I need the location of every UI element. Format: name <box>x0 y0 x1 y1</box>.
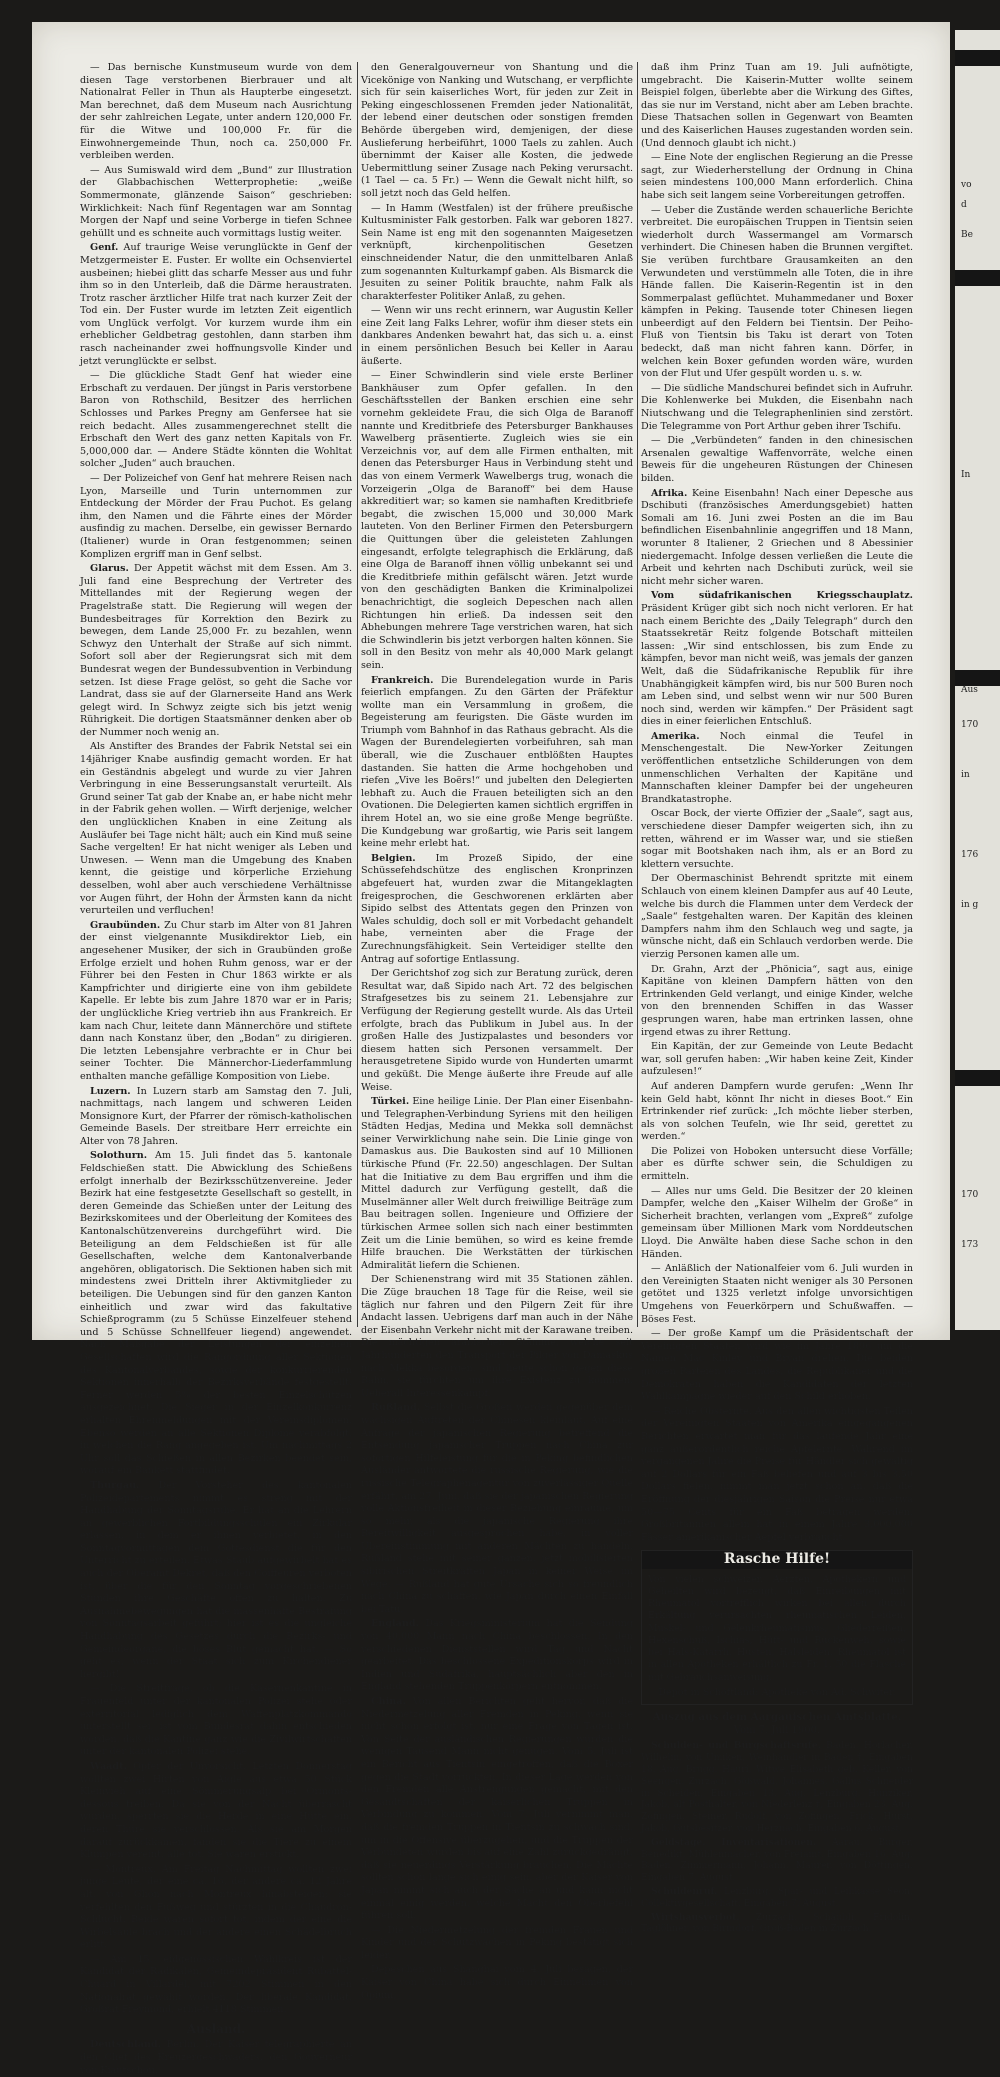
adjacent-page-edge <box>955 30 1000 1330</box>
adjacent-page-fragment: in <box>961 770 970 780</box>
article-text: — Ueber die Zustände werden schauerliche Berichte verbreitet. Die europäischen Truppen in Tientsin seien wiederholt durch Wassermangel am Vormarsch verhindert. Die Chinesen haben die Brunnen vergiftet. Sie verüben furchtbare Grausamkeiten an den Verwundeten und verstümmeln alle Toten, die in ihre Hände fallen. Die Kaiserin-Regentin ist in den Sommerpalast geflüchtet. Muhammedaner und Boxer kämpfen in Peking. Tausende toter Chinesen liegen unbeerdigt auf den Feldern bei Tientsin. Der Peiho-Fluß von Tientsin bis Taku ist derart von Toten bedeckt, daß man nicht fahren kann. Dörfer, in welchen kein Boxer gefunden worden wäre, wurden von der Flut und Ufer gespült worden u. s. w. <box>641 204 913 380</box>
article-paragraph <box>361 305 633 368</box>
text-column-3 <box>641 62 914 1935</box>
article-text: den Generalgouverneur von Shantung und die Vicekönige von Nanking und Wutschang, er verpflichte sich für sein kaiserliches Wort, für jeden zur Zeit in Peking eingeschlossenen Fremden jeder Nationalität, der lebend einer deutschen oder sonstigen fremden Behörde übergeben wird, demjenigen, der diese Auslieferung herbeiführt, 1000 Taels zu zahlen. Auch übernimmt der Kaiser alle Kosten, die jedwede Uebermittlung seiner Zusage nach Peking verursacht. (1 Tael — ca. 5 Fr.) — Wenn die Gewalt nicht hilft, so soll jetzt noch das Geld helfen. <box>361 62 633 199</box>
article-paragraph <box>641 62 913 150</box>
article-text: Opfer der Unvorsicht. Letzten Donnerstag wollten zwei Hirten von Aigle aus etwa 50 Stück Kleinvieh auf eine Sömmerungsalp bei Ormonts-dessous treiben. Da sie von der Nacht überrascht wurden, sperrten sie die Herde in eine Hütte ein, deren Thüre sie verschlossen. Als sie am Morgen darauf zurückkamen, fanden sie die Tiere zu einem Klumpen vereint, alle tot. Sie waren erstickt. <box>80 1760 352 1861</box>
article-lead: Luzern. <box>90 1085 131 1097</box>
article-lead: Graubünden. <box>90 919 161 931</box>
article-lead: Waadt. <box>90 1760 127 1772</box>
newspaper-page <box>32 22 950 2076</box>
article-paragraph <box>641 1146 913 1184</box>
article-lead: Belgien. <box>371 852 416 864</box>
article-text: Von allen Berichten geht hervor, daß die Niedermetzelung aller Fremden in Peking, wenn sie nicht schon erfolgt ist, nur eine Frage von Tagen ist. Von Seite der ausländischen Regierungen würden die wenigen Tausend Mann nicht genügen. Vom 5. Juli ist ein Bericht aus Tientsin eingetroffen, daß die Boxer gegen die Stadt vorrückten. In dieser Lage werden von den Fremden alle Anstrengungen gemacht, mit den Gesandtschaften der kaiserlichen Truppen in Verbindung zu kommen. Vom 7. Juli vernimmt man, daß die fremden Truppen in Tientsin zu schwach sind, um in die Offensive überzugehen, und die Truppen der Verbündeten wurden bis auf eine Zahl zurückgedrängt, daß sie neuerdings Verstärkung brauchen. Die Mächte sollten schon lange sich einig sein, aber der Kaiser von Japan nimmt sich auch der Sache an und kann nicht einmal einig werden, welche Macht den Oberbefehl führen soll. <box>361 1696 633 1922</box>
article-paragraph <box>80 1864 352 1952</box>
article-paragraph <box>361 203 633 304</box>
column-rule <box>637 62 638 1327</box>
article-paragraph <box>361 1925 633 1963</box>
article-paragraph <box>641 808 913 871</box>
article-paragraph <box>641 590 913 729</box>
article-paragraph <box>641 1406 913 1545</box>
article-paragraph <box>641 873 913 961</box>
text-column-1 <box>80 62 353 2076</box>
article-text: — Die Niedermetzelung der fremden Frauen und Kinder und der Schutzwachen in Peking bestätigt sich leider. <box>361 1924 633 1961</box>
article-paragraph <box>641 435 913 485</box>
text-column-2 <box>361 62 634 2001</box>
article-lead: Vom südafrikanischen Kriegsschauplatz. <box>651 590 913 602</box>
adjacent-black-bar <box>955 1070 1000 1086</box>
column-rule <box>357 62 358 1327</box>
article-paragraph <box>80 1761 352 1862</box>
amtsblatt-entry-lead: Schulden- und Bürgschaftsrufe. <box>651 1740 821 1752</box>
article-text: Noch einmal die Teufel in Menschengestalt. Die New-Yorker Zeitungen veröffentlichen entsetzliche Schilderungen von dem unmenschlichen Verhalten der Kapitäne und Mannschaften kleiner Dampfer bei der ungeheuren Brandkatastrophe. <box>641 730 913 805</box>
article-paragraph <box>80 741 352 917</box>
article-lead: Afrika. <box>651 487 688 499</box>
article-lead: Frankreich. <box>371 674 434 686</box>
article-paragraph <box>641 1328 913 1404</box>
article-text: Der Vorsteher des kantonalen Polizeidepartements nimmt es streng mit der Handhabung der Sonntagsruhe. Er hat an die Lehrern an gewerblichen Fortbildungsschulen ein Zirkular erlassen, in dem er ihnen verbietet, in den Sonntagvormittagen dem Gottesdienst die für den Unterricht zu erteilen. Etwas Staub aufgewirbelt hat es auch der Oberamt Dekret, daß den Coiffeuren verboten ist, über die für den Sonntag vorgeschriebenen Stunden ihre Geschäfte offen zu halten. Zu Ausnahmebewegungen hat die massenhafte Bestrafung von Sonntagsarbeit geführt; hier ist es die ungleiche Handhabung des Gesetzes durch die Bezirks- und Gemeindeorgane, die böses Blut gemacht hat. — So geht es, wenn der Staat sich zum Kirchendiener hergibt! <box>80 1479 352 1680</box>
article-lead: England. <box>371 1618 419 1630</box>
amtsblatt-entry <box>641 1740 913 1834</box>
article-paragraph <box>80 563 352 739</box>
article-lead: Rußland. <box>371 1402 421 1414</box>
article-lead: Glarus. <box>90 563 129 575</box>
adjacent-page-fragment: Be <box>961 230 973 240</box>
ad-headline: Rasche Hilfe! <box>642 1551 912 1569</box>
adjacent-black-bar <box>955 50 1000 66</box>
article-paragraph <box>80 1086 352 1149</box>
article-text: Ein Kapitän, der zur Gemeinde von Leute Bedacht war, soll gerufen haben: „Wir haben keine Zeit, Kinder aufzulesen!“ <box>641 1041 913 1078</box>
article-paragraph <box>361 1096 633 1272</box>
article-paragraph <box>641 1186 913 1262</box>
article-text: Eine heilige Linie. Der Plan einer Eisenbahn- und Telegraphen-Verbindung Syriens mit den heiligen Städten Hedjas, Medina und Mekka soll demnächst seiner Verwirklichung nahe sein. Die Linie ginge von Damaskus aus. Die Baukosten sind auf 10 Millionen türkische Pfund (Fr. 22.50) angeschlagen. Der Sultan hat die Initiative zu dem Bau ergriffen und ihm die Mittel dadurch zur Verfügung gestellt, daß die Muselmänner aller Welt durch freiwillige Beiträge zum Bau beitragen sollen. Ingenieure und Offiziere der türkischen Armee sollen sich nach einer bestimmten Zeit um die Linie bemühen, so wird es keine fremde Hilfe brauchen. Die Werkstätten der türkischen Admiralität liefern die Schienen. <box>361 1096 633 1271</box>
article-text: Keine Eisenbahn! Nach einer Depesche aus Dschibuti (französisches Amerdungsgebiet) hatten Somali am 16. Juni zwei Posten an die im Bau befindlichen Eisenbahnlinie angegriffen und 18 Mann, worunter 8 Italiener, 2 Griechen und 8 Abessinier niedergemacht. Infolge dessen verließen die Leute die Arbeit und kehrten nach Dschibuti zurück, weil sie nicht mehr sicher waren. <box>641 487 914 587</box>
adjacent-page-fragment: d <box>961 200 967 210</box>
article-text: — Die glückliche Stadt Genf hat wieder eine Erbschaft zu verdauen. Der jüngst in Paris verstorbene Baron von Rothschild, Besitzer des herrlichen Schlosses und Parkes Pregny am Genfersee hat sie reich bedacht. Alles zusammengerechnet stellt die Erbschaft den Wert des ganz netten Kapitals von Fr. 5,000,000 dar. — Andere Städte könnten die Wohltat solcher „Juden“ auch brauchen. <box>80 370 352 470</box>
amtsblatt-entry <box>641 1886 913 1910</box>
article-lead: China. <box>371 1696 406 1707</box>
article-text: Depeschen aus Shanghai vom 4. Juli besagen, der Kaiser von China habe sich durch Einnehmen von Opium, <box>361 1964 633 2001</box>
adjacent-page-fragment: 176 <box>961 850 979 860</box>
amtsblatt-entry-lead: Geldstage. Inventarisationen. <box>651 1836 817 1848</box>
article-lead: Türkei. <box>371 1096 410 1108</box>
article-text: Der Gerichtshof zog sich zur Beratung zurück, deren Resultat war, daß Sipido nach Art. 72 des belgischen Strafgesetzes bis zu seinem 21. Lebensjahre zur Verfügung der Regierung gestellt wurde. Als das Urteil erfolgte, brach das Publikum in Jubel aus. In der großen Halle des Justizpalastes und besonders vor diesem hatten sich Personen versammelt. Der herausgetretene Sipido wurde von Hunderten umarmt und geküßt. Die Menge äußerte ihre Freude auf alle Weise. <box>361 968 633 1093</box>
article-text: Berlin. Der Kaiser telegraphierte an den Chef des Kreuzergeschwaders, den Gouverneur von Kiautschou, <box>80 2039 352 2076</box>
article-paragraph <box>641 964 913 1040</box>
article-text: — Montreux. Am Freitag Nachmittag wollten zwei junge Leute, der eine ca. 16, der andere ca. 12 Jahre alt, von Glion nach Montreux hinabsteigen; sie verfehlten den Fußweg und stürzten in die Chaudron-Schlucht. Beide waren sofort tot, indem der eine die Wirbelsäule brach und der andere einen Schädelbruch erlitt. <box>80 1863 352 1951</box>
article-text: — Die Streitfrage, ob die Kasernenkantine in Frauenfeld unter der kantonalen Polizei stehe oder exterritorial lediglich dem Waffenplatzkommando unterstellt sei, ist vom Bundesrat dahin entschieden worden, daß die Kantine ganz wie die Zivilwirtschaften unter der kantonalen Polizei stehe. <box>80 1683 352 1758</box>
article-text: daß ihm Prinz Tuan am 19. Juli aufnötigte, umgebracht. Die Kaiserin-Mutter wollte seinem Beispiel folgen, überlebte aber die Wirkung des Giftes, das sie nur im Verstand, nicht aber am Leben brachte. Diese Thatsachen sollen in Gegenwart von Beamten und des Kaiserlichen Hauses zugestanden worden sein. (Und dennoch glaubt ich nicht.) <box>641 62 913 149</box>
article-paragraph <box>641 383 913 433</box>
article-text: — Alles nur ums Geld. Die Besitzer der 20 kleinen Dampfer, welche den „Kaiser Wilhelm der Große“ in Sicherheit brachten, verlangen vom „Expreß“ zufolge gemeinsam über Millionen Mark vom Norddeutschen Lloyd. Die Anwälte haben diese Sache schon in den Händen. <box>641 1185 913 1260</box>
article-text: Auf anderen Dampfern wurde gerufen: „Wenn Ihr kein Geld habt, könnt Ihr nicht in dieses Boot.“ Ein Ertrinkender rief zurück: „Ich möchte lieber sterben, als von solchen Teufeln, wie Ihr seid, gerettet zu werden.“ <box>641 1080 913 1143</box>
article-text: — Anläßlich der Nationalfeier vom 6. Juli wurden in den Vereinigten Staaten nicht weniger als 30 Personen getötet und 1325 verletzt infolge unvorsichtigen Umgehens von Feuerkörpern und Schußwaffen. — Böses Fest. <box>641 1263 913 1325</box>
article-paragraph <box>641 205 913 381</box>
article-text: — Der Polizeichef von Genf hat mehrere Reisen nach Lyon, Marseille und Turin unternommen zur Entdeckung der Mörder der Frau Puchot. Es gelang ihm, den Namen und die Fährte eines der Mörder ausfindig zu machen. Derselbe, ein gewisser Bernardo (Italiener) wurde in Oran festgenommen; seinen Komplizen ergriff man in Genf selbst. <box>80 473 352 560</box>
article-paragraph <box>80 370 352 471</box>
article-lead: Solothurn. <box>90 1150 148 1162</box>
article-text: — Eine Note der englischen Regierung an die Presse sagt, zur Wiederherstellung der Ordnung in China seien mindestens 100,000 Mann erforderlich. China habe sich seit langem seine Vorbereitungen getroffen. <box>641 152 913 201</box>
article-text: Der Schienenstrang wird mit 35 Stationen zählen. Die Züge brauchen 18 Tage für die Reise, weil sie täglich nur fahren und den Pilgern Zeit für ihre Andacht lassen. Uebrigens darf man auch in der Nähe der Eisenbahn Verkehr nicht mit der Karawane treiben. Die mächtigen arabischen Stämme, welche seit Jahrhunderten den Transport der Pilger von Damaskus nach Mekka besorgen, sind heute schon gegen diese Bahn, sie fürchten um ihre Existenz zu kommen. Ueberall Interessenkampf. <box>361 1274 633 1399</box>
article-paragraph <box>80 1954 352 2017</box>
article-paragraph <box>80 473 352 561</box>
article-paragraph <box>641 1081 913 1144</box>
amtsblatt-entry-text: Lenzburg. Spar- und Leihkasse Seon, Collektivgesellschaft. Eingaben 7. August. <box>641 1886 913 1909</box>
article-paragraph <box>361 1618 633 1694</box>
article-text: — Der große Kampf um die Präsidentschaft der Vereinigten Staaten wird wie im Jahre 1896 um die Namen Mac Kinley und Bryan drehen. Die beiden großen Parteien des Landes, die Republikaner und die Demokraten haben die Kandidaten der letzten Wahlkampagne wieder auf den Schild erhoben. <box>641 1328 913 1403</box>
amtsblatt-date: Vom 7. Juli 1900. <box>733 1724 821 1736</box>
article-text: Im Prozeß Sipido, der eine Schüssefehdschütze des englischen Kronprinzen abgefeuert hat, wurden zwar die Mitangeklagten freigesprochen, die Geschworenen erklärten aber Sipido selbst des Attentats gegen den Prinzen von Wales schuldig, doch soll er mit Vorbedacht gehandelt habe, verneinten aber die Frage der Zurechnungsfähigkeit. Sein Verteidiger stellte den Antrag auf sofortige Entlassung. <box>361 852 633 965</box>
adjacent-page-fragment: 170 <box>961 720 979 730</box>
ad-body: Von vielen schweizer. Aerzten, Apothekern und Geheilten wird bezeugt, daß Einreibungen mit Rheumatol vortrefflich wirken bei allen durch Erkältung verursachten rheumatischen Leiden, Muskel- und Gelenkrheumatismus, Gliederreißen, Hexenschuß, Ischias, Hüft- und Rückenweh, sowie bei Hals-Katarrh, Husten, Halsleiden. Rheumatol ist in allen Apotheken erhältlich zu Fr. 1. 50 die Flasche mit Gebrauchsanweisung. <box>648 1573 906 1683</box>
amtsblatt-title: Auszug aus dem Aargauischen Amtsblatte. <box>652 1711 902 1724</box>
article-text: — In Hamm (Westfalen) ist der frühere preußische Kultusminister Falk gestorben. Falk war geboren 1827. Sein Name ist eng mit den sogenannten Maigesetzen verknüpft, kirchenpolitischen Gesetzen einschneidender Natur, die den unmittelbaren Anlaß zum sogenannten Kulturkampf gaben. Als Bismarck die Jesuiten zu seiner Politik brauchte, nahm Falk als charakterfester Politiker Anlaß, zu gehen. <box>361 202 633 302</box>
article-paragraph <box>80 1480 352 1682</box>
article-text: — Die „Verbündeten“ fanden in den chinesischen Arsenalen gewaltige Waffenvorräte, welche einen Beweis für die ungeheuren Rüstungen der Chinesen bilden. <box>641 435 913 484</box>
article-paragraph <box>361 62 633 201</box>
amtsblatt-entry-text: Baden. Horlacher, Wilhelm, von Umiken, Weinhändler in Baden †, Eingaben 18. Aug. Brugg. Hauri, Witwe Elisabeth geb. Keller, von Seengen. Zurzach. Gößwald, Johannes, Gallus Schneider in Scheiden, Eingaben 13. Aug. Lenzburg. Hunziker, Jakob, alt Posthalter, von Niederlenz †, Eingaben 23. Aug. Zofingen. Steiner, Rudolf, von Zofingen. Frick. Hurst, Jakob, Gutsbesitzer, von Herznach, Eingaben 6. August. <box>641 1740 913 1835</box>
article-paragraph <box>80 62 352 163</box>
article-paragraph <box>361 968 633 1094</box>
amtsblatt-entry-lead: Schuldenruf. <box>651 1886 718 1898</box>
article-text: Dr. Grahn, Arzt der „Phönicia“, sagt aus, einige Kapitäne von kleinen Dampfern hätten von den Ertrinkenden Geld verlangt, und einige Kinder, welche von den brennenden Schiffen in das Wasser gesprungen waren, habe man ertrinken lassen, ohne irgend etwas zu ihrer Rettung. <box>641 963 913 1038</box>
adjacent-page-fragment: 170 <box>961 1190 979 1200</box>
amtsblatt-entry-lead: Wirtshausverbot. <box>651 1911 740 1923</box>
section-heading: Ausland. <box>186 2021 246 2036</box>
adjacent-page-fragment: Aus <box>961 685 978 695</box>
article-text: Das Kriegsministerium hat die Sendung von 40,000 Mann nach China beschlossen. In den verschiedenen Dienststellen wird Tag und Nacht gearbeitet. Das beschlossene Expeditionskorps wird in Indien und Südafrika, hauptsächlich aber den in England stehenden Truppenkörpern entnommen. <box>361 1618 633 1693</box>
article-paragraph <box>361 853 633 966</box>
article-paragraph <box>361 1964 633 2002</box>
article-text: Selbst die Großen werden gegenüber dem wachsigen Auftreten der Chinesen kleinlaut. Auf eine Anfrage der japanischen Regierung betreffend die Entsendung japanischer Truppen nach China zur sofortigen Hilfeleistung für die in Peking befindlichen Ausländer antwortete die russische Regierung, wie die russische Telegraphenagentur von zuverlässiger Quelle erfährt, am 27. Juni, daß sie der japanischen Regierung volle Aktionsfreiheit in dieser Beziehung einräume, um so mehr, als die japanische Regierung ihre Bereitwilligkeit ausgesprochen habe, in voller Übereinstimmung mit anderen Mächten zu handeln. Rußland stehe mit seiner ganzen, jetzt mobilisierten sibirischen Streitkräften Japan in keiner Weise im Wege. — Rußland hat gute Ursache sich so freundlich nach China zu schaffen, wie Japan durch einen Einfall bei Tatu. <box>361 1402 634 1615</box>
adjacent-black-bar <box>955 670 1000 686</box>
amtsblatt-entry-text: Zurzach. Schäubli, Fridolin, Taglöhner, von Birmdorf. Groß-Baden in Zurzach. <box>641 1911 913 1935</box>
article-text: Zu Chur starb im Alter von 81 Jahren der einst vielgenannte Musikdirektor Lieb, ein angesehener Musiker, der sich in Graubünden große Erfolge erzielt und hohen Ruhm genoss, war er der Führer bei den Festen in Chur 1863 wirkte er als Kampfrichter und dirigierte eine von ihm gebildete Kapelle. Er lebte bis zum Jahre 1870 war er in Paris; der unglückliche Krieg vertrieb ihn aus Frankreich. Er kam nach Chur, leitete dann Männerchöre und stiftete dann nach Konstanz über, den „Bodan“ zu dirigieren. Die letzten Lebensjahre verbrachte er in Chur bei seiner Tochter. Die Männerchor-Liederfammlung enthalten manche gefällige Komposition von Liebe. <box>80 919 352 1082</box>
article-text: Die Polizei von Hoboken untersucht diese Vorfälle; aber es dürfte schwer sein, die Schuldigen zu ermitteln. <box>641 1145 913 1183</box>
article-text: Oscar Bock, der vierte Offizier der „Saale“, sagt aus, verschiedene dieser Dampfer weigerten sich, ihn zu retten, während er im Wasser war, und sie stießen sogar mit Bootshaken nach ihm, als er an Bord zu klettern versuchte. <box>641 808 913 870</box>
article-lead: Amerika. <box>651 730 700 742</box>
adjacent-black-bar <box>955 270 1000 286</box>
article-paragraph <box>80 1683 352 1759</box>
article-paragraph <box>80 2039 352 2077</box>
amtsblatt-entry <box>641 1912 913 1936</box>
article-text: — Die südliche Mandschurei befindet sich in Aufruhr. Die Kohlenwerke bei Mukden, die Eisenbahn nach Niutschwang und die Telegraphenlinien sind zerstört. Die Telegramme von Port Arthur geben ihrer Tschifu. <box>641 382 913 432</box>
ad-depot: Depot in Schöftland: Apotheke von Ad. Schwiter. <box>658 1686 896 1698</box>
article-lead: Deutschland. <box>90 2039 161 2051</box>
article-text: Am 15. Juli findet das 5. kantonale Feldschießen statt. Die Abwicklung des Schießens erfolgt innerhalb der Bezirksschützenvereine. Jeder Bezirk hat eine festgesetzte Gesellschaft so gestellt, in deren Gemeinde das Schießen unter der Leitung des Bezirkskomitees und der Oberleitung der Komitees des Kantonalschützenvereins durchgeführt wird. Die Beteiligung an dem Feldschießen ist für alle Gesellschaften, welche dem Kantonalverbande angehören, obligatorisch. Die Sektionen haben sich mit mindestens zwei Dritteln ihrer Aktivmitglieder zu beteiligen. Die Uebungen sind für den ganzen Kanton einheitlich und zwar wird das fakultative Schießprogramm (zu 5 Schüsse Einzelfeuer stehend und 5 Schüsse Schnellfeuer liegend) angewendet. Nach Maßgabe der Leistungen der einzelnen Gesellschaften wird die Rangordnung aller Sektionen des Kantonalverbandes, sowie der konkurrierenden Sektionen innerhalb der Bezirksverbände festgestellt. Ferner werden 5% der besten Einzelschützen ausgezeichnet. Die Sieger in der Einzelkonkurrenz erhalten Ehrenmeldungen mit der Vereinsdiplomen. Ebenso werden an alle Sektionen Diplome verabfolgt, in welchen die Rang angegeben ist. Um nachmittags 2 Uhr soll das Schießen in allen Bezirken beendet sein, worauf ein Bankett stattfindet. <box>80 1150 352 1477</box>
article-text: — Am 15. eidgenössischen Wahlkreis ist der Kandidat der Radikalen, Gemeindepräsident Rubattel-Chuard in Villardel, mit 7202 Stimmen in den Nationalrat gewählt worden. Der liberale Kandidat, Großrat Freymond, erhielt 4118 Stimmen. <box>80 1953 352 2016</box>
article-text: Präsident Krüger gibt sich noch nicht verloren. Er hat nach einem Berichte des „Daily Telegraph“ durch den Staatssekretär Reitz folgende Botschaft mitteilen lassen: „Wir sind entschlossen, bis zum Ende zu kämpfen, bevor man nicht weiß, was jemals der ganzen Welt, daß die Südafrikanische Republik für ihre Unabhängigkeit kämpfen wird, bis nur 500 Buren noch am Leben sind, und selbst wenn wir nur 500 Buren noch sind, werden wir kämpfen.“ Der Präsident sagt dies in einer feierlichen Entschluß. <box>641 602 913 728</box>
article-paragraph <box>641 731 913 807</box>
article-paragraph <box>361 1696 633 1923</box>
article-paragraph <box>80 1150 352 1477</box>
amtsblatt-entry-text: Aarau. Burger, Benedikt, Mühlenmacher, von Freiamt. Eingaben 16. Aug. Baden. Zimmermann, Johann, Maurer, von Döttingen. Eingaben 7. August. <box>641 1836 913 1884</box>
amtsblatt-entry <box>641 1837 913 1884</box>
adjacent-page-fragment: in g <box>961 900 979 910</box>
article-paragraph <box>641 488 913 589</box>
article-text: In Luzern starb am Samstag den 7. Juli, nachmittags, nach langem und schweren Leiden Monsignore Kurt, der Pfarrer der römisch-katholischen Gemeinde Basels. Der streitbare Herr erreichte ein Alter von 78 Jahren. <box>80 1085 353 1147</box>
article-text: — Einer Schwindlerin sind viele erste Berliner Bankhäuser zum Opfer gefallen. In den Geschäftsstellen der Banken erschien eine sehr vornehm gekleidete Frau, die sich Olga de Baranoff nannte und Kreditbriefe des Petersburger Bankhauses Wawelberg präsentierte. Zugleich wies sie ein Verzeichnis vor, auf dem alle Firmen enthalten, mit denen das Petersburger Haus in Verbindung steht und das von einem Vermerk Wawelbergs trug, wonach die Vorzeigerin „Olga de Baranoff“ bei dem Hause akkreditiert war; so kamen sie namhaften Kreditbriefe begabt, die zwischen 15,000 und 30,000 Mark lauteten. Von den Berliner Firmen den Petersburgern die Quittungen über die geleisteten Zahlungen eingesandt, erfolgte telegraphisch die Erklärung, daß eine Olga de Baranoff ihnen völlig unbekannt sei und die Kreditbriefe mithin gefälscht wären. Jetzt wurde von den geschädigten Banken die Kriminalpolizei benachrichtigt, die sogleich Depeschen nach allen Richtungen hin erließ. Da indessen seit den Abhebungen mehrere Tage verstrichen waren, hat sich die Schwindlerin bis jetzt verborgen halten können. Sie soll in den Besitz von mehr als 40,000 Mark gelangt sein. <box>361 370 633 671</box>
article-paragraph <box>641 152 913 202</box>
article-text: — Das bernische Kunstmuseum wurde von dem diesen Tage verstorbenen Bierbrauer und alt Nationalrat Feller in Thun als Haupterbe eingesetzt. Man berechnet, daß dem Museum nach Ausrichtung der sehr zahlreichen Legate, unter andern 120,000 Fr. für die Witwe und 100,000 Fr. für die Einwohnergemeinde Thun, noch ca. 250,000 Fr. verbleiben werden. <box>80 62 352 162</box>
article-paragraph <box>80 165 352 241</box>
article-text: — Reiche Obsternte. Aus den allen wichtigsten Teilen der Vereinigten Staaten von Amerika eingegangenen Berichten erwartet man für das laufende Jahr eine ganz außerordentlich reiche Apfelernte. Während im vergangenen Jahre die Preise für Händler sich gewaltig auf 2 Dollars für ein Faß beliefen und auf 3 bis 3,50 Dollars fielen, nimmt man jetzt schon an, daß die Eröffnung der diesjährigen Saison die Preise nur etwa 50—75 Cents für ein Faß betragen werden. Großbritannien allein hat in einem Jahre 3,000,000 Fässer amerikanischer Aepfel verbraucht. <box>641 1405 913 1543</box>
article-paragraph <box>641 1041 913 1079</box>
adjacent-page-fragment: vo <box>961 180 972 190</box>
article-text: Der Obermaschinist Behrendt spritzte mit einem Schlauch von einem kleinen Dampfer aus auf 40 Leute, welche bis durch die Flammen unter dem Verdeck der „Saale“ festgehalten waren. Der Kapitän des kleinen Dampfers nahm ihm den Schlauch weg und sagte, ja wünsche nicht, daß ein Schlauch verdorben werde. Die vierzig Personen kamen alle um. <box>641 873 913 960</box>
article-text: Der Appetit wächst mit dem Essen. Am 3. Juli fand eine Besprechung der Vertreter des Mittellandes mit der Regierung wegen der Pragelstraße statt. Die Regierung will wegen der Bundesbeitrages für Korrektion den Bezirk zu bewegen, dem Lande 25,000 Fr. zu bezahlen, wenn Schwyz den Unterhalt der Straße auf sich nimmt. Sofort soll aber der Regierungsrat sich mit dem Bundesrat wegen der Bundessubvention in Verbindung setzen. Ist diese Frage gelöst, so geht die Sache vor Landrat, dass sie auf der Glarnerseite Hand ans Werk gelegt wird. In Schwyz zeigte sich bis jetzt wenig Rührigkeit. Die dortigen Staatsmänner denken aber ob der Nummer noch wenig an. <box>80 563 352 738</box>
article-paragraph <box>80 920 352 1084</box>
article-lead: Thurgau. <box>90 1479 140 1491</box>
article-paragraph <box>361 370 633 672</box>
article-text: Auf traurige Weise verunglückte in Genf der Metzgermeister E. Fuster. Er wollte ein Ochsenviertel ausbeinen; hiebei glitt das scharfe Messer aus und fuhr ihm so in den Unterleib, daß die Därme heraustraten. Trotz rascher ärztlicher Hilfe trat nach kurzer Zeit der Tod ein. Der Fuster wurde im letzten Zeit eigentlich vom Unglück verfolgt. Vor kurzem wurde ihm ein erheblicher Geldbetrag gestohlen, dann starben ihm rasch nacheinander zwei hoffnungsvolle Kinder und jetzt verunglückte er selbst. <box>80 242 352 367</box>
column-3-articles <box>641 62 913 1544</box>
article-paragraph <box>361 1274 633 1400</box>
article-lead: Genf. <box>90 242 119 254</box>
adjacent-page-fragment: In <box>961 470 971 480</box>
article-text: — Aus Sumiswald wird dem „Bund“ zur Illustration der Glabbachischen Wetterprophetie: „weiße Sommermonate, glänzende Saison“ geschrieben: Wirklichkeit: Nach fünf Regentagen war am Sonntag Morgen der Napf und seine Vorberge in tiefen Schnee gehüllt und es schneite auch vormittags lustig weiter. <box>80 164 352 239</box>
article-text: Als Anstifter des Brandes der Fabrik Netstal sei ein 14jähriger Knabe ausfindig gemacht worden. Er hat ein Geständnis abgelegt und wurde zu vier Jahren Verbringung in eine Besserungsanstalt verurteilt. Als Grund seiner Tat gab der Knabe an, er habe nicht mehr in der Fabrik gehen wollen. — Wirft derjenige, welcher den unglücklichen Knaben in eine Zeitung als Ausläufer bei Tage nicht hält; auch ein Kind muß seine Sache vergelten! Er hat nicht weniger als Leben und Unwesen. — Wenn man die Umgebung des Knaben kennt, die geistige und körperliche Erziehung desselben, wohl aber auch verschiedene Verhältnisse vor Augen führt, der Hohn der Ärmsten kann da nicht verurteilen und verfluchen! <box>80 741 352 917</box>
article-paragraph <box>80 242 352 368</box>
article-text: — Wenn wir uns recht erinnern, war Augustin Keller eine Zeit lang Falks Lehrer, wofür ihm dieser stets ein dankbares Andenken bewahrt hat, das sich u. a. einst in einem persönlichen Besuch bei Keller in Aarau äußerte. <box>361 305 633 367</box>
article-paragraph <box>361 675 633 851</box>
rheumatol-advertisement <box>641 1550 913 1705</box>
article-paragraph <box>641 1263 913 1326</box>
amtsblatt-items <box>641 1740 913 1935</box>
adjacent-page-fragment: 173 <box>961 1240 979 1250</box>
article-text: Die Burendelegation wurde in Paris feierlich empfangen. Zu den Gärten der Präfektur wollte man ein Versammlung in großem, die Begeisterung am feurigsten. Die Gäste wurden im Triumph vom Bahnhof in das Rathaus gebracht. Als die Wagen der Burendelegierten vorbeifuhren, sah man überall, wie die Zuschauer entblößten Hauptes dastanden. Sie hatten die Arme hochgehoben und riefen „Vive les Boërs!“ und jubelten den Delegierten lebhaft zu. Auch die Frauen beteiligten sich an den Ovationen. Die Delegierten kamen sichtlich ergriffen in ihrem Hotel an, wo sie eine große Menge begrüßte. Die Kundgebung war großartig, wie Paris seit langem keine mehr erlebt hat. <box>361 674 633 850</box>
article-paragraph <box>361 1402 633 1616</box>
